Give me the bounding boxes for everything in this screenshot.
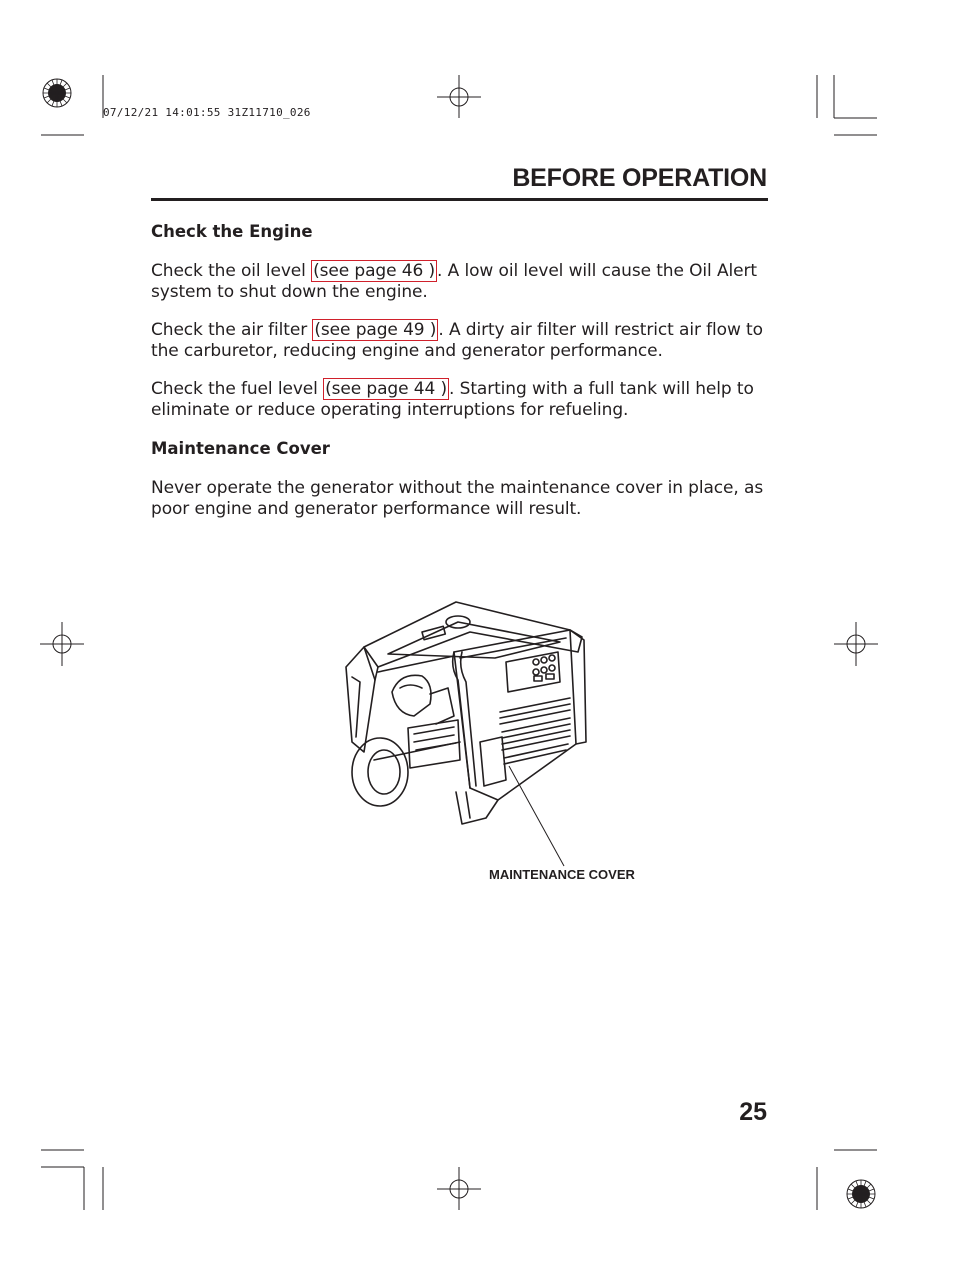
registration-target-icon [847, 1180, 875, 1208]
paragraph-air-filter: Check the air filter (see page 49 ) . A dirty air filter will restrict air flow to the carburetor, reducing engine and generator performance. [151, 320, 763, 361]
link-fuel-page[interactable]: (see page 44 ) [325, 379, 448, 399]
heading-check-engine: Check the Engine [151, 222, 313, 241]
section-title: BEFORE OPERATION [512, 164, 767, 192]
registration-target-icon [43, 79, 71, 107]
heading-maintenance-cover: Maintenance Cover [151, 439, 330, 458]
callout-maintenance-cover: MAINTENANCE COVER [489, 867, 635, 882]
link-air-filter-page[interactable]: (see page 49 ) [314, 320, 437, 340]
page-content [151, 221, 768, 519]
paragraph-oil-level: Check the oil level (see page 46 ) . A low oil level will cause the Oil Alert system to shut down the engine. [151, 261, 757, 302]
paragraph-maintenance-cover: Never operate the generator without the maintenance cover in place, as poor engine and generator performance will result. [151, 478, 764, 519]
paragraph-fuel-level: Check the fuel level (see page 44 ) . Starting with a full tank will help to eliminate or reduce operating interruptions for refueling. [151, 379, 754, 420]
page-number: 25 [739, 1098, 767, 1126]
link-oil-page[interactable]: (see page 46 ) [313, 261, 436, 281]
header-rule [151, 198, 768, 201]
print-stamp: 07/12/21 14:01:55 31Z11710_026 [103, 106, 311, 119]
callout-leader-line [505, 764, 575, 874]
